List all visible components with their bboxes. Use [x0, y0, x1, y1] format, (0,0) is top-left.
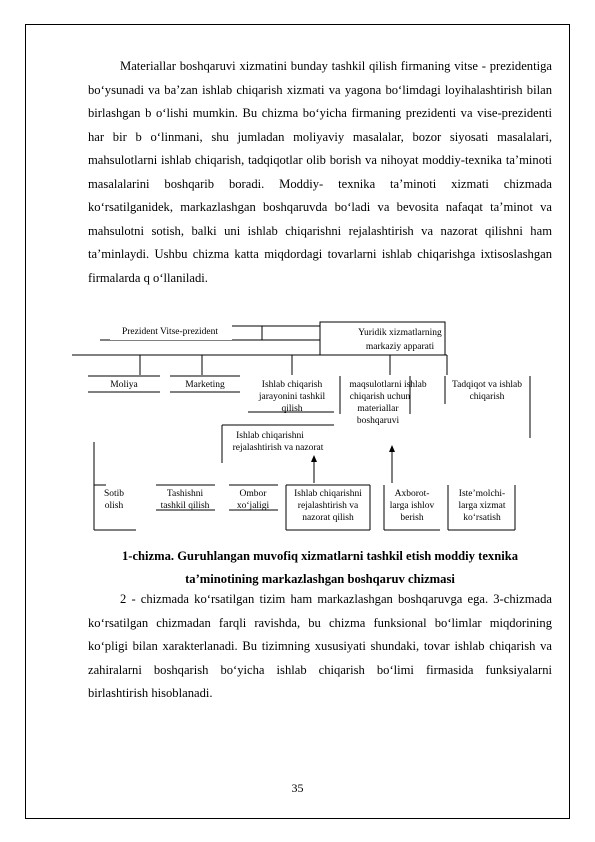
paragraph-1: Materiallar boshqaruvi xizmatini bunday tashkil qilish firmaning vitse - prezidentiga bo‘ysunadi va ba’zan ishlab chiqarish xizmati va yagona bo‘limdagi loyihalashtirish bilan birlashgan b o‘lishi mumkin. Bu chizma bo‘yicha firmaning prezidenti va vise-prezidenti har bir b o‘linmani, shu jumladan moliyaviy masalalar, bozor siyosati masalalari, mahsulotlarni ishlab chiqarish, tadqiqotlar olib borish va nihoyat moddiy-texnika ta’minoti masalalarini boshqarib boradi. Moddiy- texnika ta’minoti xizmati chizmada ko‘rsatilganidek, markazlashgan boshqaruvda bo‘ladi va bevosita nafaqat ta’minot va mahsulotni sotish, balki uni ishlab chiqarishni rejalashtirish va nazorat qilishni ham ta’minlaydi. Ushbu chizma katta miqdordagi tovarlarni ishlab chiqarishga ixtisoslashgan firmalarda q o‘llaniladi.: [88, 59, 552, 285]
tashish-2: tashkil qilish: [160, 501, 210, 511]
page-number: 35: [291, 781, 304, 795]
ombor-1: Ombor: [239, 489, 267, 499]
paragraph-2: 2 - chizmada ko‘rsatilgan tizim ham markazlashgan boshqaruvga ega. 3-chizmada ko‘rsatilgan chizmadan farqli ravishda, bu chizma funksional bo‘limlar miqdorining ko‘pligi bilan xarakterlanadi. Bu tizimning xususiyati shundaki, tovar ishlab chiqarish va zahiralarni boshqarish bo‘yicha ishlab chiqarish bo‘limi firmasida funksiyalarni birlashtirish hisoblanadi.: [88, 592, 552, 700]
figure-caption: 1-chizma. Guruhlangan muvofiq xizmatlarni tashkil etish moddiy texnika ta’minotining markazlashgan boshqaruv chizmasi: [121, 549, 519, 586]
legal-label-2: markaziy apparati: [365, 342, 435, 352]
iste-2: larga xizmat: [458, 501, 506, 511]
maqsulot-1: maqsulotlarni ishlab: [349, 380, 427, 390]
ishlab-jarayon-1: Ishlab chiqarish: [261, 380, 323, 390]
president-label: Prezident Vitse-prezident: [121, 327, 219, 337]
axborot-3: berish: [400, 513, 424, 523]
maqsulot-4: boshqaruvi: [356, 416, 400, 426]
ishlab-jarayon-2: jarayonini tashkil: [258, 392, 326, 402]
iste-3: ko‘rsatish: [463, 513, 501, 523]
ishlab-nazorat-2: rejalashtirish va: [297, 501, 359, 511]
ishlab-nazorat-1: Ishlab chiqarishni: [294, 489, 362, 499]
ishlab-nazorat-3: nazorat qilish: [302, 513, 354, 523]
sotib-1: Sotib: [103, 489, 125, 499]
ishlab-jarayon-3: qilish: [281, 404, 303, 414]
rejalash-2: rejalashtirish va nazorat: [232, 443, 324, 453]
rejalash-1: Ishlab chiqarishni: [236, 431, 304, 441]
marketing-label: Marketing: [185, 380, 225, 390]
tashish-1: Tashishni: [166, 489, 204, 499]
sotib-2: olish: [104, 501, 124, 511]
tadqiqot-1: Tadqiqot va ishlab: [451, 380, 523, 390]
diagram-connectors: [72, 326, 530, 530]
tadqiqot-2: chiqarish: [469, 392, 505, 402]
axborot-1: Axborot-: [394, 489, 430, 499]
maqsulot-2: chiqarish uchun: [349, 392, 411, 402]
moliya-label: Moliya: [110, 380, 138, 390]
iste-1: Iste’molchi-: [458, 489, 506, 499]
maqsulot-3: materiallar: [357, 404, 399, 414]
ombor-2: xo‘jaligi: [236, 501, 270, 511]
axborot-2: larga ishlov: [389, 501, 435, 511]
legal-label-1: Yuridik xizmatlarning: [358, 328, 442, 338]
